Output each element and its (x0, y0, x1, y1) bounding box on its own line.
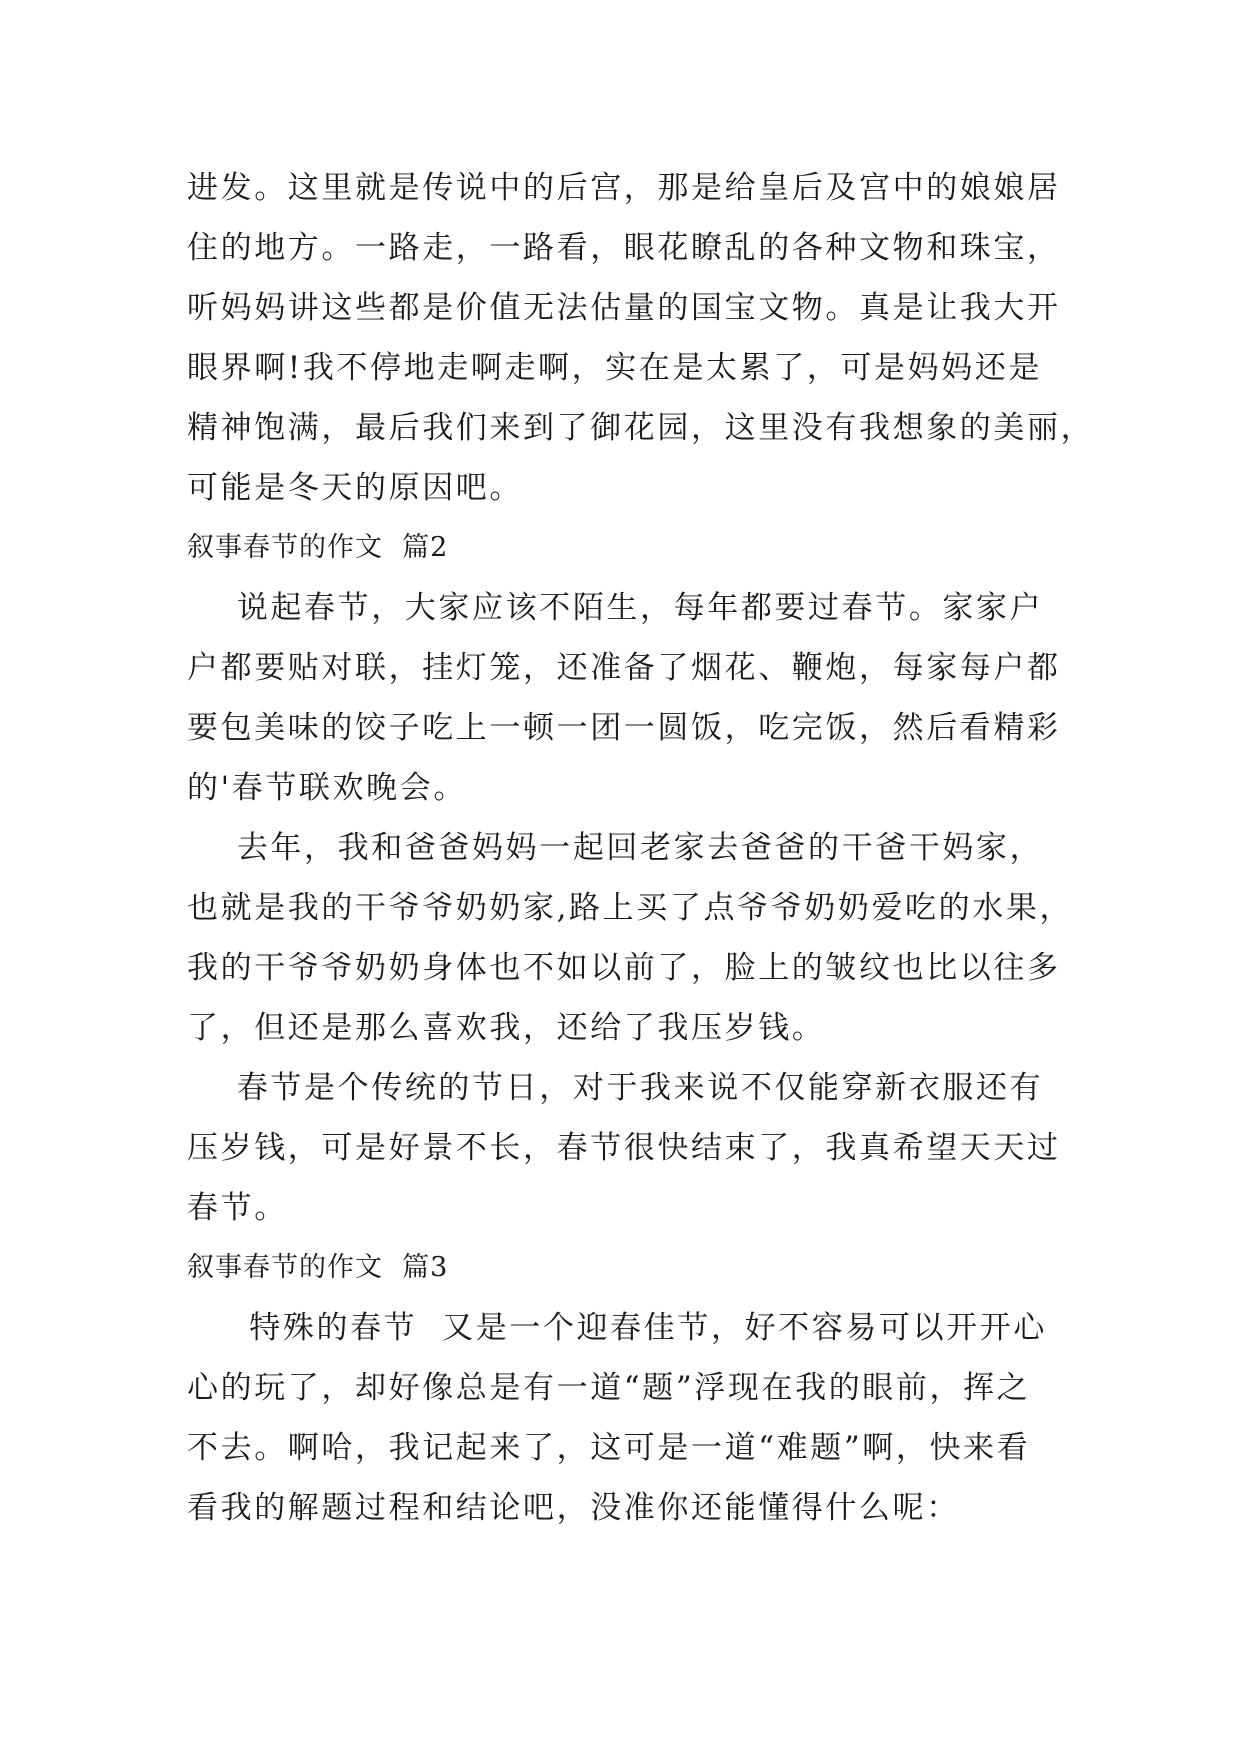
paragraph-line: 住的地方。一路走，一路看，眼花瞭乱的各种文物和珠宝， (187, 230, 1061, 266)
paragraph-line: 心的玩了，却好像总是有一道“题”浮现在我的眼前，挥之 (187, 1370, 1031, 1406)
paragraph-line: 进发。这里就是传说中的后宫，那是给皇后及宫中的娘娘居 (187, 170, 1061, 206)
paragraph-line: 压岁钱，可是好景不长，春节很快结束了，我真希望天天过 (187, 1130, 1061, 1166)
document-body (187, 158, 1095, 1538)
paragraph-line: 看我的解题过程和结论吧，没准你还能懂得什么呢： (187, 1490, 960, 1526)
paragraph-line: 特殊的春节 又是一个迎春佳节，好不容易可以开开心 (187, 1310, 1047, 1346)
paragraph-line: 也就是我的干爷爷奶奶家,路上买了点爷爷奶奶爱吃的水果， (187, 890, 1074, 926)
paragraph-line: 可能是冬天的原因吧。 (187, 470, 523, 506)
paragraph-line: 春节是个传统的节日，对于我来说不仅能穿新衣服还有 (187, 1070, 1044, 1106)
section-heading-2: 叙事春节的作文 篇2 (187, 532, 449, 563)
paragraph-line: 去年，我和爸爸妈妈一起回老家去爸爸的干爸干妈家， (187, 830, 1044, 866)
paragraph-line: 说起春节，大家应该不陌生，每年都要过春节。家家户 (187, 590, 1044, 626)
paragraph-line: 春节。 (187, 1190, 288, 1226)
section-heading-3: 叙事春节的作文 篇3 (187, 1252, 449, 1283)
paragraph-line: 眼界啊!我不停地走啊走啊，实在是太累了，可是妈妈还是 (187, 350, 1043, 386)
paragraph-line: 精神饱满，最后我们来到了御花园，这里没有我想象的美丽， (187, 410, 1095, 446)
paragraph-line: 要包美味的饺子吃上一顿一团一圆饭，吃完饭，然后看精彩 (187, 710, 1061, 746)
paragraph-line: 户都要贴对联，挂灯笼，还准备了烟花、鞭炮，每家每户都 (187, 650, 1061, 686)
paragraph-line: 了，但还是那么喜欢我，还给了我压岁钱。 (187, 1010, 826, 1046)
paragraph-line: 听妈妈讲这些都是价值无法估量的国宝文物。真是让我大开 (187, 290, 1061, 326)
paragraph-line: 的'春节联欢晚会。 (187, 770, 467, 806)
paragraph-line: 不去。啊哈，我记起来了，这可是一道“难题”啊，快来看 (187, 1430, 1031, 1466)
paragraph-line: 我的干爷爷奶奶身体也不如以前了，脸上的皱纹也比以往多 (187, 950, 1061, 986)
